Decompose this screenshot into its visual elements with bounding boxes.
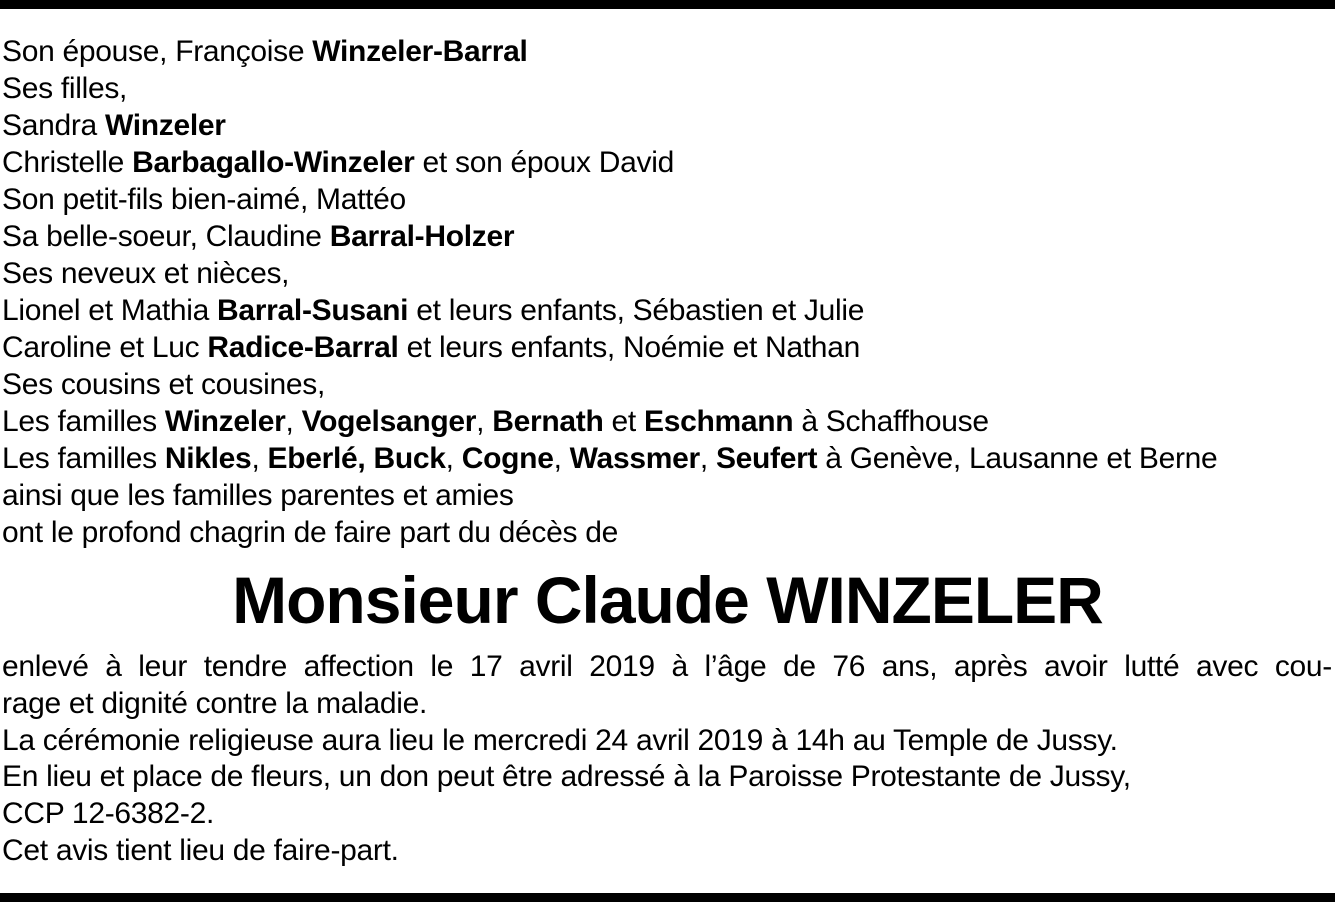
family-line-text: ont le profond chagrin de faire part du décès de [2, 516, 619, 549]
details-line-passing: enlevé à leur tendre affection le 17 avril 2019 à l’âge de 76 ans, après avoir lutté avec cou- [2, 650, 1332, 683]
details-line-ceremony: La cérémonie religieuse aura lieu le mercredi 24 avril 2019 à 14h au Temple de Jussy. [2, 723, 1118, 757]
family-surname: Winzeler [164, 405, 286, 438]
family-line-text: ainsi que les familles parentes et amies [2, 479, 514, 512]
family-line-text: , [445, 442, 462, 475]
family-line-text: Ses cousins et cousines, [2, 368, 325, 401]
details-line-donation: En lieu et place de fleurs, un don peut être adressé à la Paroisse Protestante de Jussy, [2, 760, 1131, 794]
family-line-text: Son épouse, Françoise [2, 35, 313, 68]
family-surname: Barral-Holzer [329, 220, 515, 253]
family-line-text: et son époux David [414, 146, 674, 179]
family-line [2, 329, 1332, 366]
family-surname: Winzeler [104, 109, 226, 142]
family-surname: Eschmann [644, 405, 794, 438]
family-line-text: , [699, 442, 716, 475]
family-line [2, 403, 1332, 440]
family-surname: Bernath [492, 405, 604, 438]
family-surname: Vogelsanger [301, 405, 477, 438]
family-line-text: Ses filles, [2, 72, 128, 105]
family-line [2, 514, 1332, 551]
deceased-name-heading: Monsieur Claude WINZELER [232, 563, 1103, 637]
family-line-text: Son petit-fils bien-aimé, Mattéo [2, 183, 406, 216]
details-line-notice: Cet avis tient lieu de faire-part. [2, 833, 399, 867]
family-line-text: Ses neveux et nièces, [2, 257, 290, 290]
family-line-text: Les familles [2, 442, 165, 475]
family-line [2, 33, 1332, 70]
family-surname: Wassmer [569, 442, 700, 475]
family-surname: Barral-Susani [217, 294, 409, 327]
family-surname: Nikles [164, 442, 252, 475]
family-line-text: Christelle [2, 146, 133, 179]
family-line-text: , [476, 405, 493, 438]
family-line [2, 144, 1332, 181]
family-surname: Barbagallo-Winzeler [132, 146, 415, 179]
family-announcement-list [2, 33, 1332, 551]
family-line-text: , [553, 442, 570, 475]
details-line-ccp: CCP 12-6382-2. [2, 797, 215, 831]
family-surname: Seufert [715, 442, 818, 475]
family-line [2, 292, 1332, 329]
family-line [2, 218, 1332, 255]
family-line-text: à Genève, Lausanne et Berne [817, 442, 1218, 475]
family-line-text: Les familles [2, 405, 165, 438]
family-surname: Radice-Barral [207, 331, 399, 364]
family-line [2, 181, 1332, 218]
family-line [2, 107, 1332, 144]
family-line-text: et [603, 405, 644, 438]
family-line [2, 477, 1332, 514]
family-line [2, 255, 1332, 292]
family-line-text: , [285, 405, 302, 438]
family-line [2, 440, 1332, 477]
family-surname: Winzeler-Barral [312, 35, 528, 68]
family-line-text: Sa belle-soeur, Claudine [2, 220, 330, 253]
details-line-passing-continued: rage et dignité contre la maladie. [2, 686, 428, 720]
family-surname: Eberlé, Buck [267, 442, 446, 475]
family-line-text: à Schaffhouse [793, 405, 989, 438]
family-line-text: Sandra [2, 109, 105, 142]
top-border-rule [0, 0, 1335, 9]
family-line-text: , [251, 442, 268, 475]
family-line-text: et leurs enfants, Sébastien et Julie [408, 294, 865, 327]
family-line-text: Caroline et Luc [2, 331, 208, 364]
family-line-text: et leurs enfants, Noémie et Nathan [398, 331, 860, 364]
bottom-border-rule [0, 893, 1335, 902]
family-line [2, 70, 1332, 107]
family-line [2, 366, 1332, 403]
obituary-details [2, 649, 1332, 870]
family-surname: Cogne [461, 442, 554, 475]
family-line-text: Lionel et Mathia [2, 294, 218, 327]
